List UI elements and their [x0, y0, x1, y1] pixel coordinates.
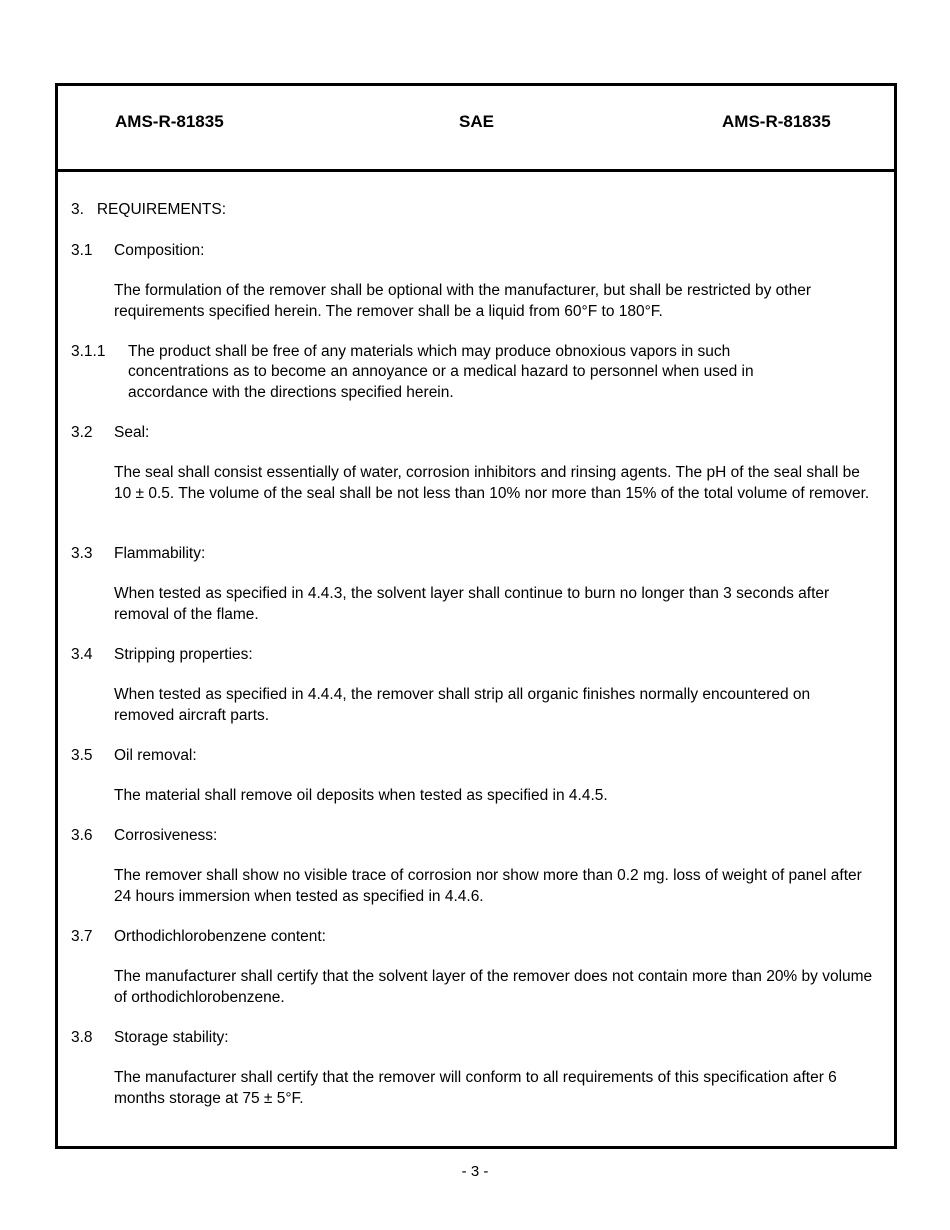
item-3-3-number: 3.3 — [71, 545, 93, 562]
item-3-3-title: Flammability: — [114, 545, 206, 562]
section-title: REQUIREMENTS: — [96, 201, 227, 218]
item-3-6-number: 3.6 — [71, 827, 93, 844]
item-3-4-body: When tested as specified in 4.4.4, the remover shall strip all organic finishes normally encountered on removed aircraft parts. — [114, 686, 811, 724]
header-organization: SAE — [459, 112, 494, 131]
item-3-5-number: 3.5 — [71, 747, 93, 764]
item-3-8-title: Storage stability: — [114, 1029, 229, 1046]
item-3-3-body: When tested as specified in 4.4.3, the solvent layer shall continue to burn no longer than 3 seconds after removal of the flame. — [114, 585, 830, 623]
item-3-1-body: The formulation of the remover shall be optional with the manufacturer, but shall be restricted by other requirements specified herein. The remover shall be a liquid from 60°F to 180°F. — [114, 282, 812, 320]
page-number: - 3 - — [461, 1163, 489, 1180]
item-3-6-body: The remover shall show no visible trace of corrosion nor show more than 0.2 mg. loss of weight of panel after 24 hours immersion when tested as specified in 4.4.6. — [114, 867, 862, 905]
item-3-7-body: The manufacturer shall certify that the solvent layer of the remover does not contain more than 20% by volume of orthodichlorobenzene. — [114, 968, 873, 1006]
header-doc-id-right: AMS-R-81835 — [722, 112, 831, 131]
page-frame — [55, 83, 897, 1149]
item-3-1-number: 3.1 — [71, 242, 93, 259]
item-3-7-number: 3.7 — [71, 928, 93, 945]
item-3-5-title: Oil removal: — [114, 747, 197, 764]
item-3-1-1-number: 3.1.1 — [71, 343, 106, 360]
item-3-4-title: Stripping properties: — [114, 646, 253, 663]
section-number: 3. — [71, 201, 84, 218]
item-3-1-title: Composition: — [114, 242, 205, 259]
item-3-8-number: 3.8 — [71, 1029, 93, 1046]
item-3-1-1-line1: The product shall be free of any materials which may produce obnoxious vapors in such — [128, 343, 731, 360]
item-3-7-title: Orthodichlorobenzene content: — [114, 928, 326, 945]
item-3-5-body: The material shall remove oil deposits when tested as specified in 4.4.5. — [114, 787, 608, 804]
header-doc-id-left: AMS-R-81835 — [115, 112, 224, 131]
item-3-4-number: 3.4 — [71, 646, 93, 663]
item-3-6-title: Corrosiveness: — [114, 827, 218, 844]
item-3-2-number: 3.2 — [71, 424, 93, 441]
document-header — [58, 86, 894, 172]
item-3-8-body: The manufacturer shall certify that the remover will conform to all requirements of this specification after 6 months storage at 75 ± 5°F. — [114, 1069, 837, 1107]
item-3-2-title: Seal: — [114, 424, 150, 441]
item-3-1-1-line3: accordance with the directions specified herein. — [128, 384, 454, 401]
item-3-1-1-line2: concentrations as to become an annoyance or a medical hazard to personnel when used in — [128, 363, 754, 380]
item-3-2-body: The seal shall consist essentially of water, corrosion inhibitors and rinsing agents. The pH of the seal shall be 10 ± 0.5. The volume of the seal shall be not less than 10% nor more than 15% of the total volume of remover. — [114, 464, 870, 502]
section-heading — [71, 200, 226, 221]
